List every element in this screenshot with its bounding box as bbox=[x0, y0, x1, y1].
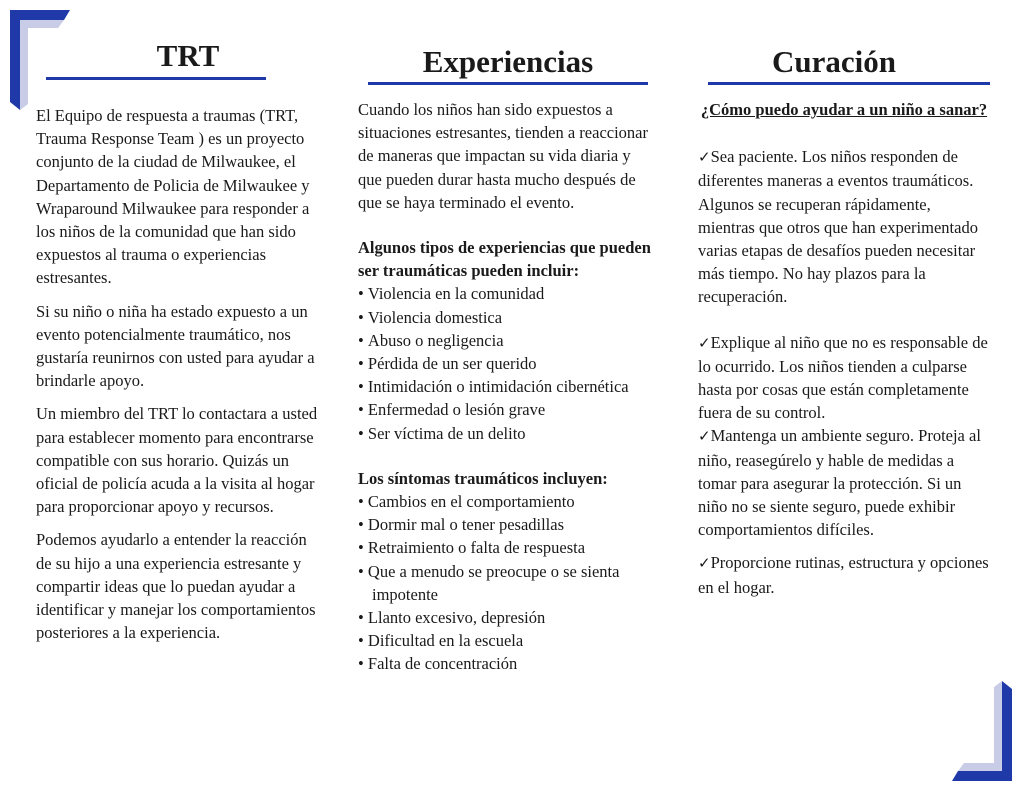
paragraph: Si su niño o niña ha estado expuesto a un evento potencialmente traumático, nos gustaría reunirnos con usted para ayudar a brindarle apoyo. bbox=[36, 301, 315, 391]
corner-bracket-bottom-right bbox=[938, 675, 1018, 785]
list-item: • Enfermedad o lesión grave bbox=[358, 398, 658, 421]
help-question: ¿Cómo puedo ayudar a un niño a sanar? bbox=[700, 100, 988, 119]
title-underline bbox=[708, 82, 990, 85]
check-icon: ✓ bbox=[698, 427, 711, 446]
list-item: • Dormir mal o tener pesadillas bbox=[358, 513, 658, 536]
list-item: • Violencia en la comunidad bbox=[358, 282, 658, 305]
list-item: • Cambios en el comportamiento bbox=[358, 490, 658, 513]
list-item: • Abuso o negligencia bbox=[358, 329, 658, 352]
tip-item: ✓Explique al niño que no es responsable de lo ocurrido. Los niños tienden a culparse hasta por cosas que están completamente fuera de su control. bbox=[698, 332, 988, 423]
list-item: • Ser víctima de un delito bbox=[358, 422, 658, 445]
tip-item: ✓Proporcione rutinas, estructura y opciones en el hogar. bbox=[698, 553, 989, 597]
types-heading: Algunos tipos de experiencias que pueden ser traumáticas pueden incluir: bbox=[358, 238, 651, 281]
tip-item: ✓Mantenga un ambiente seguro. Proteja al niño, reasegúrelo y hable de medidas a tomar para asegurar la protección. Si un niño no se siente seguro, puede exhibir comportamientos difíciles. bbox=[698, 426, 981, 540]
list-item: • Violencia domestica bbox=[358, 306, 658, 329]
check-icon: ✓ bbox=[698, 148, 711, 167]
column-body-experiencias bbox=[358, 98, 658, 698]
column-title-trt: TRT bbox=[156, 38, 220, 73]
symptoms-heading: Los síntomas traumáticos incluyen: bbox=[358, 468, 608, 488]
column-body-curacion bbox=[698, 98, 990, 599]
types-list bbox=[358, 282, 658, 444]
check-icon: ✓ bbox=[698, 554, 711, 573]
tip-item: ✓Sea paciente. Los niños responden de diferentes maneras a eventos traumáticos. Algunos se recuperan rápidamente, mientras que otros que han experimentado varias etapas de desafíos pueden necesitar más tiempo. No hay plazos para la recuperación. bbox=[698, 147, 978, 307]
list-item: • Intimidación o intimidación cibernética bbox=[358, 375, 658, 398]
paragraph: Un miembro del TRT lo contactara a usted para establecer momento para encontrarse compatible con sus horario. Quizás un oficial de policía acuda a la visita al hogar para proporcionar apoyo y recursos. bbox=[36, 404, 318, 517]
column-title-curacion: Curación bbox=[772, 44, 896, 79]
title-underline bbox=[46, 77, 266, 80]
list-item: • Dificultad en la escuela bbox=[358, 629, 658, 652]
list-item: • Llanto excesivo, depresión bbox=[358, 606, 658, 629]
paragraph: Podemos ayudarlo a entender la reacción de su hijo a una experiencia estresante y compartir ideas que lo puedan ayudar a identificar y manejar los comportamientos posteriores a la experiencia. bbox=[36, 530, 316, 643]
symptoms-list bbox=[358, 490, 658, 676]
title-underline bbox=[368, 82, 648, 85]
list-item: • Pérdida de un ser querido bbox=[358, 352, 658, 375]
paragraph: El Equipo de respuesta a traumas (TRT, Trauma Response Team ) es un proyecto conjunto de la ciudad de Milwaukee, el Departamento de Policia de Milwaukee y Wraparound Milwaukee para responder a los niños de la comunidad que han sido expuestos al trauma o experiencias estresantes. bbox=[36, 106, 310, 288]
list-item: • Que a menudo se preocupe o se sienta impotente bbox=[358, 560, 658, 606]
list-item: • Retraimiento o falta de respuesta bbox=[358, 536, 658, 559]
column-title-experiencias: Experiencias bbox=[422, 44, 594, 79]
list-item: • Falta de concentración bbox=[358, 652, 658, 675]
column-body-trt bbox=[36, 104, 326, 654]
intro-paragraph: Cuando los niños han sido expuestos a situaciones estresantes, tienden a reaccionar de maneras que impactan su vida diaria y que pueden durar hasta mucho después de que se haya terminado el evento. bbox=[358, 100, 648, 212]
check-icon: ✓ bbox=[698, 333, 711, 352]
corner-bracket-top-left bbox=[4, 6, 84, 116]
